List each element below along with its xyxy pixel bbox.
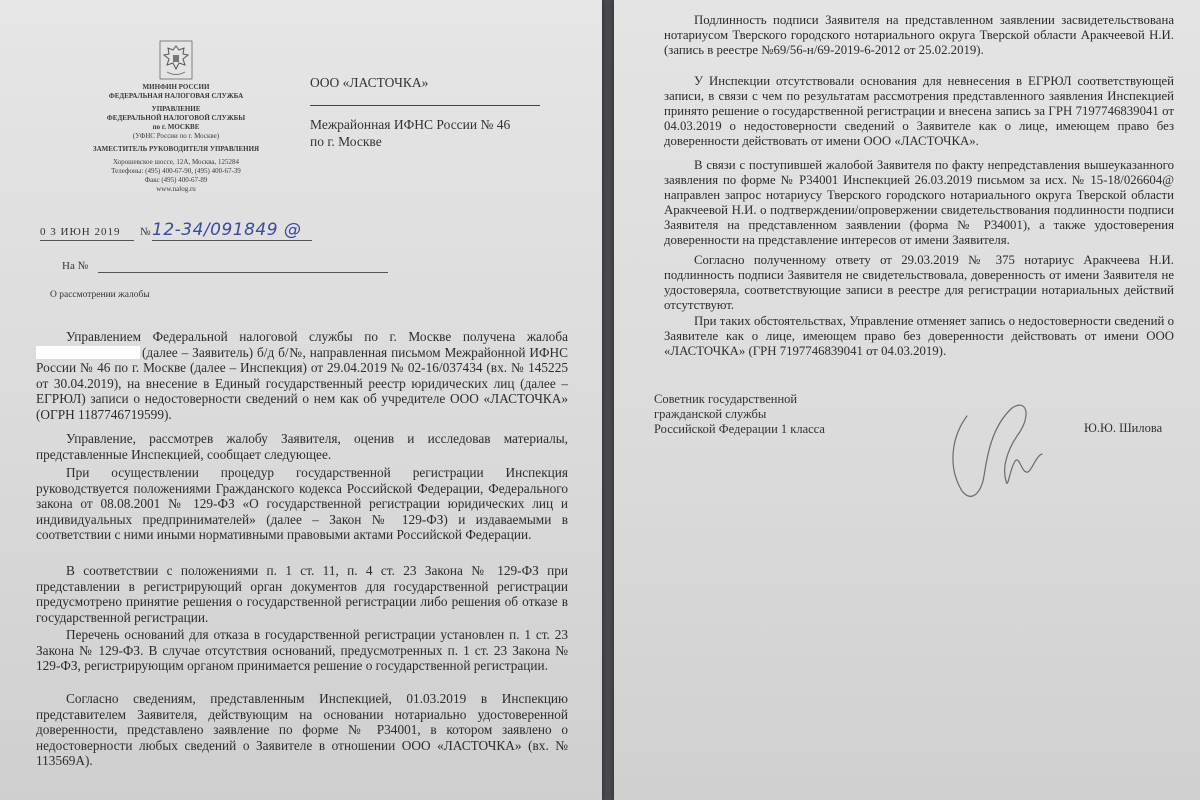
addressee-line-1: Межрайонная ИФНС России № 46 <box>310 117 511 132</box>
paragraph-1-start: Управлением Федеральной налоговой службы по г. Москве получена жалоба <box>66 329 568 344</box>
letterhead-dept-4: (УФНС России по г. Москве) <box>132 132 220 140</box>
addressee-underline <box>310 91 540 106</box>
document-page-right <box>614 0 1200 800</box>
paragraph-3: При осуществлении процедур государственной регистрации Инспекция руководствуется положениями Гражданского кодекса Российской Федерации, Федерального закона от 08.08.2001 № 129-ФЗ «О государственной регистрации юридических лиц и индивидуальных предпринимателей» (далее – Закон № 129-ФЗ) и издаваемыми в соответствии с ними иными нормативными правовыми актами Российской Федерации. <box>36 465 568 543</box>
document-number: 12-34/091849 @ <box>152 220 302 240</box>
russian-emblem-icon <box>159 40 193 80</box>
letterhead-dept-1: УПРАВЛЕНИЕ <box>151 105 201 113</box>
letterhead-site: www.nalog.ru <box>156 185 196 193</box>
document-subject: О рассмотрении жалобы <box>50 290 150 300</box>
redaction-box <box>36 346 140 359</box>
letterhead-ministry: МИНФИН РОССИИ <box>142 83 210 91</box>
number-underline <box>152 240 312 241</box>
right-paragraph-3: В связи с поступившей жалобой Заявителя по факту непредставления вышеуказанного заявления по форме № Р34001 Инспекцией 26.03.2019 письмом за исх. № 15-18/026604@ направлен запрос нотариусу Тверского городского нотариального округа Тверской области Аракчеевой Н.И. о подтверждении/опровержении свидетельствования подлинности подписи Заявителя на представленном заявлении (форма № Р34001), а также удостоверения доверенности на представление интересов от имени Заявителя. <box>664 158 1174 247</box>
reference-underline <box>98 272 388 273</box>
paragraph-1-rest: (далее – Заявитель) б/д б/№, направленная письмом Межрайонной ИФНС России № 46 по г. Москве (далее – Инспекция) от 29.04.2019 № 02-16/037434 (вх. № 145225 от 30.04.2019), на внесение в Единый государственный реестр юридических лиц (далее – ЕГРЮЛ) записи о недостоверности сведений о нем как об учредителе ООО «ЛАСТОЧКА» (ОГРН 1187746719599). <box>36 344 568 422</box>
letterhead-dept-2: ФЕДЕРАЛЬНОЙ НАЛОГОВОЙ СЛУЖБЫ <box>106 114 246 122</box>
letterhead-position: ЗАМЕСТИТЕЛЬ РУКОВОДИТЕЛЯ УПРАВЛЕНИЯ <box>92 145 260 153</box>
date-underline <box>40 240 134 241</box>
signatory-title-3: Российской Федерации 1 класса <box>654 422 825 436</box>
reference-label: На № <box>62 260 89 272</box>
paragraph-6: Согласно сведениям, представленным Инспекцией, 01.03.2019 в Инспекцию представителем Заявителя, действующим на основании нотариально удостоверенной доверенности, представлено заявление по форме № Р34001, в котором заявлено о недостоверности любых сведений о Заявителе в отношении ООО «ЛАСТОЧКА» (вх. № 113569А). <box>36 691 568 769</box>
signatory-name: Ю.Ю. Шилова <box>1084 421 1163 435</box>
paragraph-5: Перечень оснований для отказа в государственной регистрации установлен п. 1 ст. 23 Закона № 129-ФЗ. В случае отсутствия оснований, предусмотренных п. 1 ст. 23 Закона № 129-ФЗ, регистрирующим органом принимается решение о государственной регистрации. <box>36 627 568 674</box>
right-paragraph-1: Подлинность подписи Заявителя на представленном заявлении засвидетельствована нотариусом Тверского городского нотариального округа Тверской области Аракчеевой Н.И. (запись в реестре №69/56-н/69-2019-6-2012 от 25.02.2019). <box>664 13 1174 57</box>
document-date: 0 3 ИЮН 2019 <box>40 226 121 238</box>
addressee-org: ООО «ЛАСТОЧКА» <box>310 75 429 90</box>
paragraph-4: В соответствии с положениями п. 1 ст. 11, п. 4 ст. 23 Закона № 129-ФЗ при представлении в регистрирующий орган документов для государственной регистрации предусмотрено принятие решения о государственной регистрации либо решения об отказе в государственной регистрации. <box>36 563 568 625</box>
right-paragraph-5: При таких обстоятельствах, Управление отменяет запись о недостоверности сведений о Заявителе как о лице, имеющем право без доверенности действовать от имени ООО «ЛАСТОЧКА» (ГРН 7197746839041 от 04.03.2019). <box>664 314 1174 358</box>
signatory-title-1: Советник государственной <box>654 392 798 406</box>
letterhead-service: ФЕДЕРАЛЬНАЯ НАЛОГОВАЯ СЛУЖБА <box>108 92 244 100</box>
paragraph-2: Управление, рассмотрев жалобу Заявителя, оценив и исследовав материалы, представленные Инспекцией, сообщает следующее. <box>36 431 568 462</box>
number-label: № <box>140 226 151 238</box>
reference-row <box>62 258 482 276</box>
document-meta-row <box>40 220 560 244</box>
right-paragraph-4: Согласно полученному ответу от 29.03.2019 № 375 нотариус Аракчеева Н.И. подлинность подписи Заявителя не свидетельствовала, доверенность от имени Заявителя не удостоверяла, соответствующие записи в реестре для регистрации нотариальных действий отсутствуют. <box>664 253 1174 312</box>
signatory-block <box>654 392 825 437</box>
letterhead-dept-3: по г. МОСКВЕ <box>152 123 200 131</box>
letterhead <box>58 40 294 194</box>
letterhead-phones: Телефоны: (495) 400-67-90, (495) 400-67-39 <box>111 167 241 175</box>
addressee-block <box>310 74 560 150</box>
signatory-title-2: гражданской службы <box>654 407 767 421</box>
letterhead-fax: Факс (495) 400-67-89 <box>144 176 208 184</box>
addressee-line-2: по г. Москве <box>310 134 382 149</box>
right-paragraph-2: У Инспекции отсутствовали основания для невнесения в ЕГРЮЛ соответствующей записи, в связи с чем по результатам рассмотрения представленного заявления Инспекцией принято решение о государственной регистрации и внесена запись за ГРН 7197746839041 от 04.03.2019 о недостоверности сведений о Заявителе как о лице, имеющем право без доверенности действовать от имени ООО «ЛАСТОЧКА». <box>664 74 1174 148</box>
signature-icon <box>932 396 1062 506</box>
paragraph-1 <box>36 329 568 423</box>
letterhead-address: Хорошевское шоссе, 12А, Москва, 125284 <box>112 158 240 166</box>
